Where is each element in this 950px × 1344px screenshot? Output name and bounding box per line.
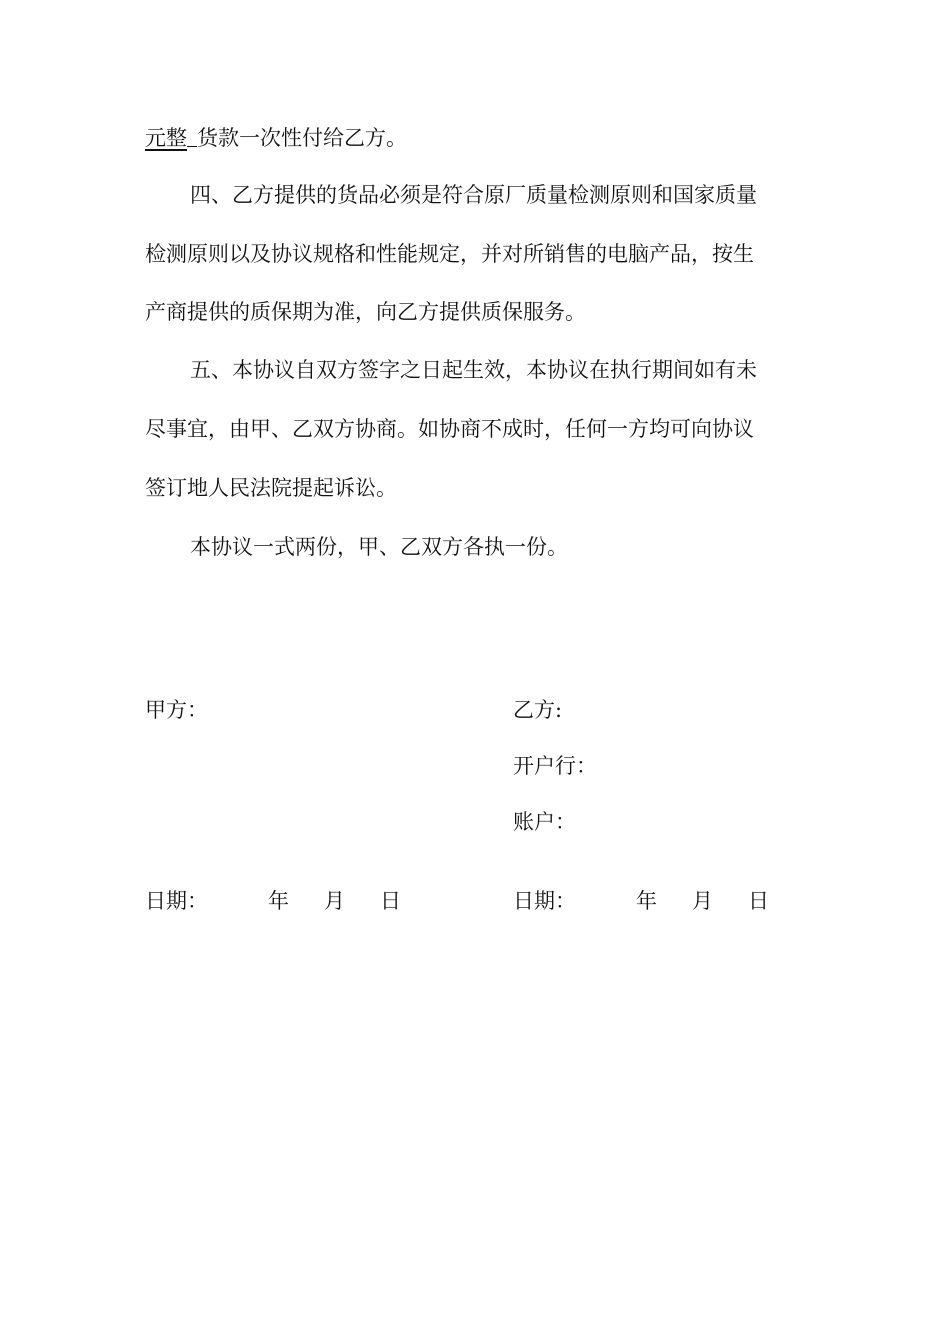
underlined-amount: 元整 <box>145 126 187 150</box>
account-label: 账户： <box>513 810 576 834</box>
day-label-b: 日 <box>748 889 769 913</box>
underline-gap <box>187 124 197 147</box>
clause-4-line-1: 四、乙方提供的货品必须是符合原厂质量检测原则和国家质量 <box>190 183 757 207</box>
clause-4-line-3: 产商提供的质保期为准，向乙方提供质保服务。 <box>145 300 586 324</box>
clause-5-line-2: 尽事宜，由甲、乙双方协商。如协商不成时，任何一方均可向协议 <box>145 417 754 441</box>
year-label-b: 年 <box>636 889 657 913</box>
clause-5-line-1: 五、本协议自双方签字之日起生效，本协议在执行期间如有未 <box>190 358 757 382</box>
bank-label: 开户行： <box>513 754 597 778</box>
payment-text: 货款一次性付给乙方。 <box>197 126 407 150</box>
clause-4-line-2: 检测原则以及协议规格和性能规定，并对所销售的电脑产品，按生 <box>145 242 754 266</box>
date-label-a: 日期： <box>145 889 208 913</box>
year-label-a: 年 <box>268 889 289 913</box>
month-label-b: 月 <box>692 889 713 913</box>
date-label-b: 日期： <box>513 889 576 913</box>
day-label-a: 日 <box>380 889 401 913</box>
copies-line: 本协议一式两份，甲、乙双方各执一份。 <box>190 535 568 559</box>
clause-5-line-3: 签订地人民法院提起诉讼。 <box>145 476 397 500</box>
payment-line <box>145 124 795 152</box>
party-b-label: 乙方: <box>513 698 563 722</box>
month-label-a: 月 <box>324 889 345 913</box>
party-a-label: 甲方： <box>145 698 208 722</box>
